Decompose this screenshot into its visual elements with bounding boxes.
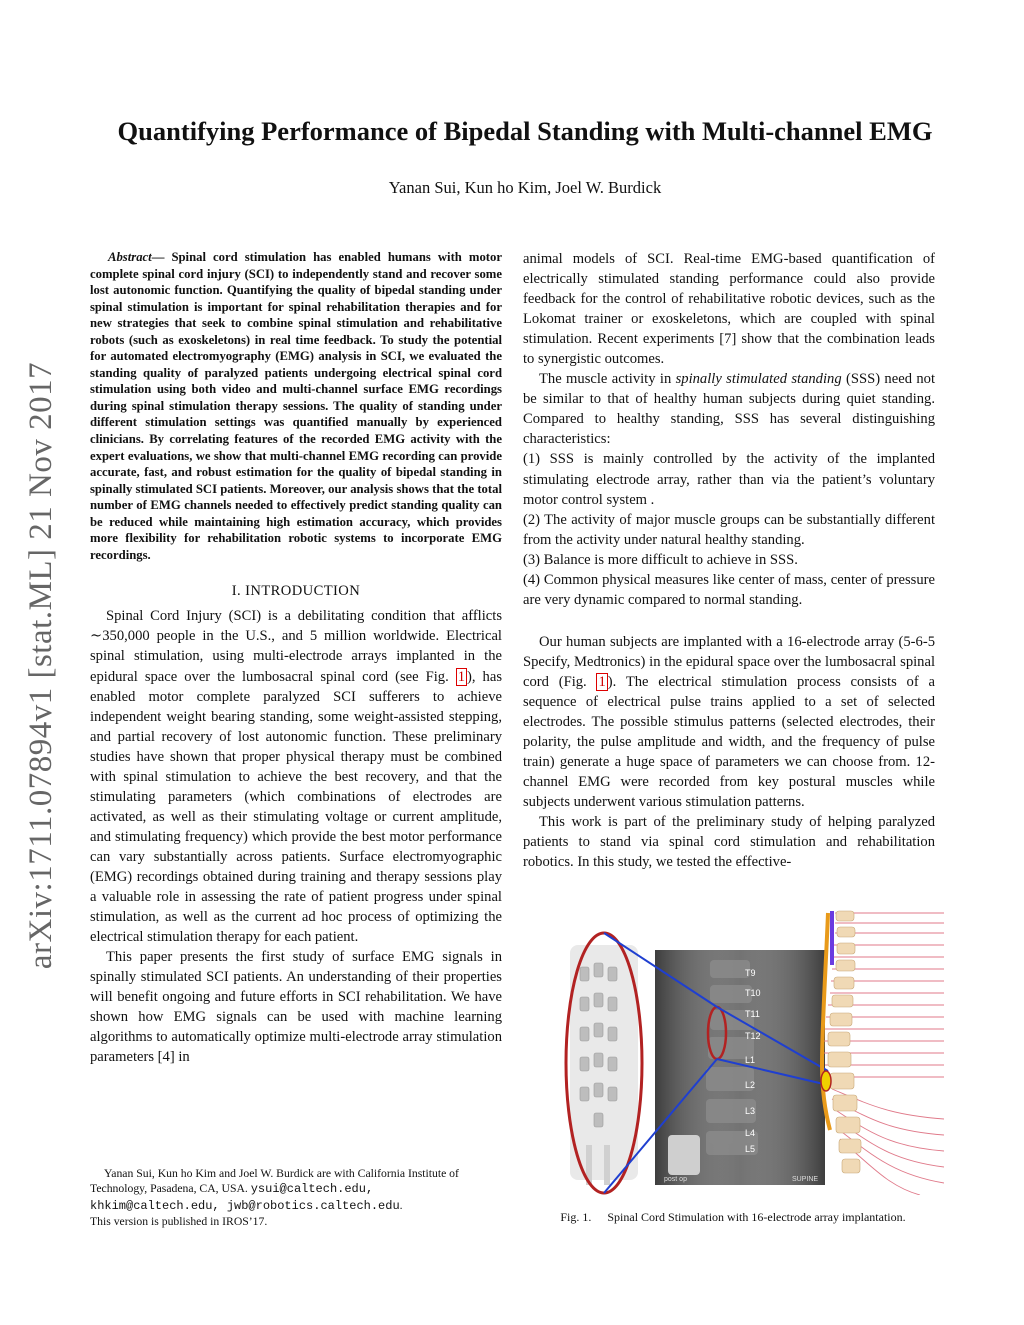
vertebra-label-l3: L3	[745, 1106, 756, 1116]
footnote-emails[interactable]: ysui@caltech.edu, khkim@caltech.edu, jwb@robotics.caltech.edu	[90, 1182, 400, 1213]
vertebra-label-t9: T9	[745, 968, 756, 978]
vertebra-label-l4: L4	[745, 1128, 756, 1138]
list-item-2: (2) The activity of major muscle groups can be substantially different from the activity under natural healthy standing.	[523, 511, 935, 548]
spinal-stimulation-figure	[560, 905, 944, 1195]
abstract	[90, 249, 502, 563]
caption-label: Fig. 1.	[560, 1210, 592, 1224]
spinal-cord-illustration	[821, 911, 944, 1195]
author-affiliation-footnote	[90, 1166, 505, 1229]
right-paragraph-2	[523, 632, 935, 812]
sss-text-b: (SSS) need not be similar to that of healthy human subjects during quiet standing. Compared to healthy standing, SSS has several distinguishing characteristics:	[523, 371, 935, 448]
intro-paragraph-2: This paper presents the first study of surface EMG signals in spinally stimulated SCI patients. An understanding of their properties will benefit ongoing and future efforts in SCI rehabilitation. We have shown how EMG signals can be used with machine learning algorithms to automatically optimize multi-electrode array stimulation parameters [4] in	[90, 949, 502, 1066]
author-list: Yanan Sui, Kun ho Kim, Joel W. Burdick	[388, 178, 662, 197]
vertebra-label-t11: T11	[745, 1009, 760, 1019]
right-column	[523, 249, 935, 872]
right-paragraph-0: animal models of SCI. Real-time EMG-based quantification of electrically stimulated standing performance could also provide feedback for the control of rehabilitative robotic devices, such as the Lokomat trainer or exoskeletons, which are coupled with spinal stimulation. Recent experiments [7] show that the combination leads to synergistic outcomes.	[523, 251, 935, 368]
vertebra-label-l5: L5	[745, 1144, 756, 1154]
vertebra-label-t10: T10	[745, 988, 761, 998]
intro-p1-text-a: Spinal Cord Injury (SCI) is a debilitating condition that afflicts ∼350,000 people in the U.S., and 5 million worldwide. Electrical spinal stimulation, using multi-electrode arrays implanted in the epidural space over the lumbosacral spinal cord (see Fig.	[90, 608, 502, 685]
arxiv-side-identifier	[12, 340, 72, 990]
right-paragraph-3: This work is part of the preliminary study of helping paralyzed patients to stand via spinal cord stimulation and rehabilitation robotics. In this study, we tested the effective-	[523, 814, 935, 871]
abstract-label: Abstract	[108, 250, 152, 264]
footnote-period: .	[399, 1198, 403, 1212]
figure-reference-link[interactable]: 1	[457, 668, 466, 685]
xray-tag-left: post op	[664, 1176, 687, 1183]
footnote-text: Yanan Sui, Kun ho Kim and Joel W. Burdick are with California Institute of Technology, Pasadena, CA, USA.	[90, 1167, 459, 1196]
footnote-published: This version is published in IROS’17.	[90, 1214, 268, 1228]
vertebra-label-l1: L1	[745, 1055, 756, 1065]
caption-text: Spinal Cord Stimulation with 16-electrode array implantation.	[607, 1210, 906, 1224]
vertebra-label-l2: L2	[745, 1080, 756, 1090]
xray-tag-right: SUPINE	[792, 1176, 819, 1183]
list-item-1: (1) SSS is mainly controlled by the activity of the implanted stimulating electrode array, rather than via the patient’s voluntary motor control system .	[523, 451, 935, 508]
figure-reference-link-2[interactable]: 1	[598, 673, 606, 690]
implant-text-a: Our human subjects are implanted with a 16-electrode array (5-6-5 Specify, Medtronics) in the epidural space over the lumbosacral spinal cord (Fig.	[523, 633, 935, 690]
intro-p1-text-b: ), has enabled motor complete paralyzed SCI sufferers to achieve independent weight bearing standing, some weight-assisted stepping, and partial recovery of lost autonomic function. These preliminary studies have shown that proper physical therapy must be combined with spinal stimulation to achieve the best recovery, and that the stimulating parameters (which combinations of electrodes are activated, as well as their stimulating voltage or current amplitude, and stimulating frequency) which provide the best motor performance can vary substantially across patients. Surface electromyographic (EMG) recordings obtained during training and therapy sessions play a valuable role in assessing the rate of patient progress under spinal stimulation, as well as the current ad hoc process of optimizing the electrical stimulation therapy for each patient.	[90, 668, 502, 946]
arxiv-id-text: arXiv:1711.07894v1 [stat.ML] 21 Nov 2017	[23, 361, 60, 969]
paper-title: Quantifying Performance of Bipedal Standing with Multi-channel EMG	[117, 116, 933, 146]
sss-emphasis: spinally stimulated standing	[675, 371, 842, 388]
left-column	[90, 249, 502, 1067]
xray-image	[655, 950, 825, 1185]
list-item-3: (3) Balance is more difficult to achieve in SSS.	[523, 551, 798, 568]
implant-text-b: ). The electrical stimulation process consists of a sequence of electrical pulse trains applied to a set of selected electrodes. The possible stimulus patterns (selected electrodes, their polarity, the pulse amplitude and width, and the frequency of pulse train) generate a huge space of parameters we can choose from. 12-channel EMG were recorded from key postural muscles while subjects underwent various stimulation patterns.	[523, 673, 935, 811]
abstract-text: — Spinal cord stimulation has enabled humans with motor complete spinal cord injury (SCI) to independently stand and recover some lost autonomic function. Quantifying the quality of bipedal standing under spinal stimulation is important for spinal rehabilitation therapies and for new strategies that seek to combine spinal stimulation and rehabilitative robots (such as exoskeletons) in real time feedback. To study the potential for automated electromyography (EMG) analysis in SCI, we evaluated the standing quality of paralyzed patients undergoing electrical spinal cord stimulation using both video and multi-channel surface EMG recordings during spinal stimulation therapy sessions. The quality of standing under different stimulation settings was quantified manually by experienced clinicians. By correlating features of the recorded EMG activity with the expert evaluations, we show that multi-channel EMG recording can provide accurate, fast, and robust estimation for the quality of bipedal standing in spinally stimulated SCI patients. Moreover, our analysis shows that the total number of EMG channels needed to effectively predict standing quality can be reduced while maintaining high estimation accuracy, which provides more flexibility for rehabilitation robotic systems to incorporate EMG recordings.	[90, 250, 502, 562]
right-paragraph-1	[523, 369, 935, 449]
section-heading-introduction: I. INTRODUCTION	[231, 583, 361, 600]
electrode-array-closeup	[570, 945, 638, 1185]
intro-paragraph-1	[90, 606, 502, 947]
sss-text-a: The muscle activity in	[539, 371, 676, 388]
vertebra-label-t12: T12	[745, 1031, 761, 1041]
figure-caption	[523, 1210, 943, 1225]
list-item-4: (4) Common physical measures like center of mass, center of pressure are very dynamic compared to normal standing.	[523, 571, 935, 608]
